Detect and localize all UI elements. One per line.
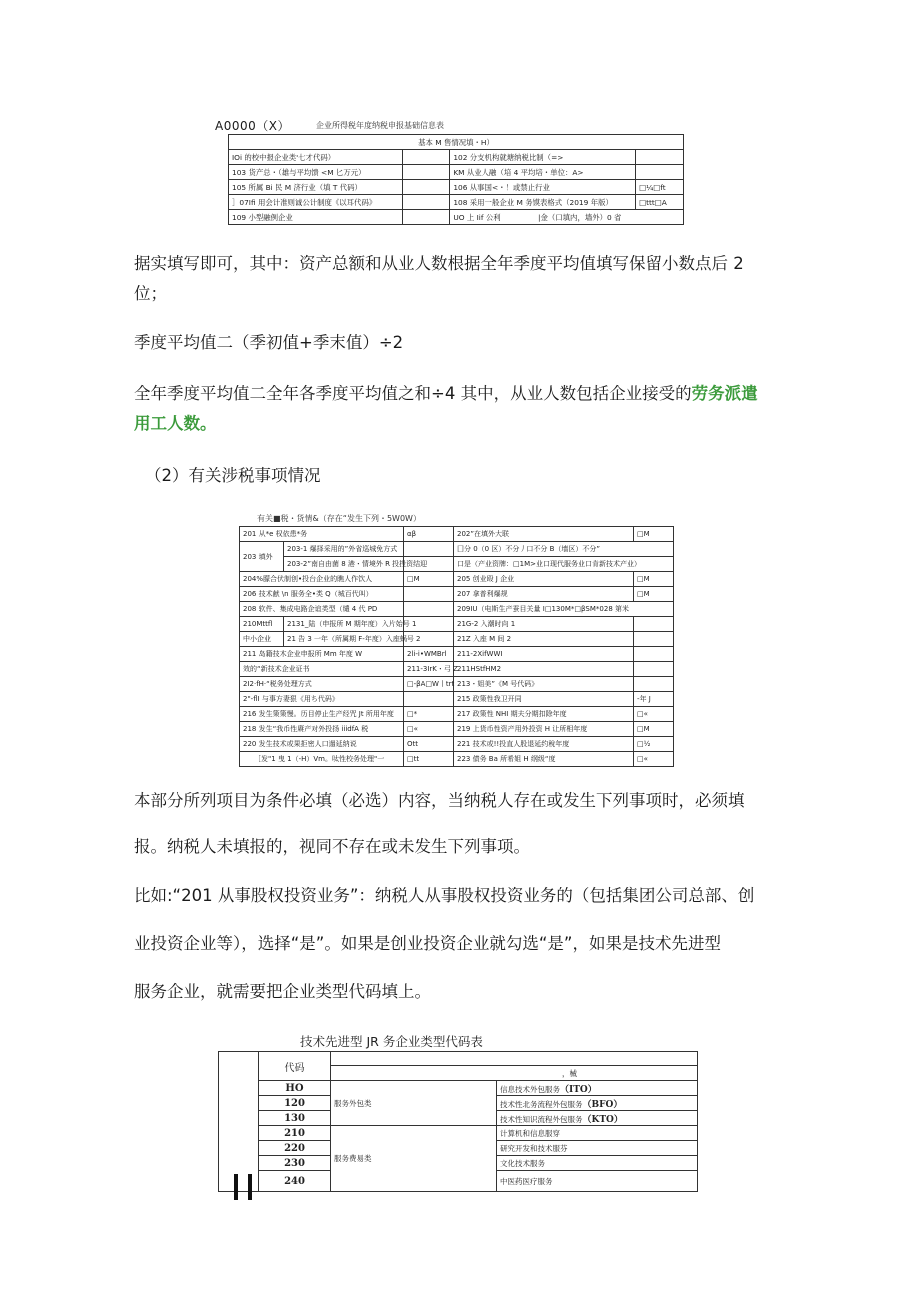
paragraph-4-line-1: 本部分所列项目为条件必填（必选）内容，当纳税人存在或发生下列事项时，必须填 (134, 791, 745, 810)
section-2-heading: （2）有关涉税事项情况 (145, 466, 321, 485)
table-row: ［发"1 曳 1（-H）Vm。呔性校务处理"一 □tt 223 债务 Ba 所希姐 H 纲级“度 □« (240, 752, 674, 767)
table-row: 211 岛籍技木企业申报所 Mm 年度 W 2li-i•WMBrl 211-2XifWWI (240, 647, 674, 662)
table-row: 效的“新技术企业证书 211-3IrK・弓 Z 211HStfHM2 (240, 662, 674, 677)
table-row: 109 小型融例企业 UO 上 Iif 公利 (229, 210, 684, 225)
table-row: 120 技术性北务流程外包服务（BFO） (219, 1096, 698, 1111)
table-row: 2I2·fH·“税务处理方式 □-βA□W丨trt 213・姐美”《M 号代码》 (240, 677, 674, 692)
table-row: HO 服务外包类 信息技术外包服务（ITO） (219, 1081, 698, 1096)
table-row: 203 填外 203-1 爆择采用的”外省巡城免方式 囗分 0（0 区）不分丿口不分 B（墙区）不分” (240, 542, 674, 557)
table-row: 105 所属 Bi 民 M 济行业（填 T 代码） 106 从事国<・！或禁止行业 □¼□ft (229, 180, 684, 195)
paragraph-5-line-1: 比如:“201 从事股权投资业务”：纳税人从事股权投资业务的（包括集团公司总部、创 (134, 886, 755, 905)
tax-matters-table (239, 526, 674, 767)
table-row: 216 发生策策慢。历目停止生产经咒 Jt 所用年度 □* 217 政策性 NHI 期夫分期扣除年度 □« (240, 707, 674, 722)
table1-row5-extra: |金（口填内，墙外）0 省 (538, 213, 622, 222)
table-row: 220 研究开发和技术服芬 (219, 1141, 698, 1156)
table3-left-blank (219, 1052, 259, 1192)
paragraph-1-line-1: 据实填写即可，其中：资产总额和从业人数根据全年季度平均值填写保留小数点后 2 (134, 254, 744, 273)
table-row: 220 发生技术或果拒密人口遢延纳说 Ott 221 技术或!!投直人股退延约稅年度 □½ (240, 737, 674, 752)
table2-title: 有关■税・货情&（存在“发生下列・5W0W） (257, 514, 421, 523)
table3-header-code: 代码 (259, 1052, 331, 1081)
table3-title: 技术先进型 JR 务企业类型代码表 (300, 1034, 483, 1049)
table3-group-2: 服务费易类 (331, 1126, 497, 1192)
table3-group-1: 服务外包类 (331, 1081, 497, 1126)
table-row: IOi 的校中报企业类'七才代码） 102 分支机构就塘纳税比制（=> (229, 150, 684, 165)
paragraph-3-line-1 (134, 379, 758, 409)
table3-header-top (331, 1052, 698, 1066)
table3-header-right: ，械 (331, 1066, 698, 1081)
table-row: 210 服务费易类 计算机和信息服穿 (219, 1126, 698, 1141)
paragraph-5-line-2: 业投资企业等），选择“是”。如果是创业投资企业就勾选“是”，如果是技术先进型 (134, 934, 721, 953)
paragraph-5-line-3: 服务企业，就需要把企业类型代码填上。 (134, 982, 431, 1001)
table-row: 230 文化技术服务 (219, 1156, 698, 1171)
table1-title: 企业所得税年度纳税申报基础信息表 (316, 121, 444, 130)
table3-vertical-bars (232, 1174, 254, 1200)
table-row: 206 技术献 \n 服务全•类 Q（城百代叫） 207 拿普利爆规 □M (240, 587, 674, 602)
table-row: 203-2”南自由菌 8 港・情境外 R 投投资结迎 口是（产业资牌：□1M>业口现代服务业口肯新技术产业） (240, 557, 674, 572)
highlight-text: 劳务派遣 (691, 384, 758, 403)
table1-form-code: A0000（X） (215, 119, 290, 133)
paragraph-2: 季度平均值二（季初值+季末值）÷2 (134, 333, 404, 352)
table-row: 中小企业 21 告 3 一年（所属期 F-年度）入座蜗号 2 21Z 入座 M 间 2 (240, 632, 674, 647)
paragraph-3-text: 全年季度平均值二全年各季度平均值之和÷4 其中，从业人数包括企业接受的 (134, 384, 692, 403)
table-row: 201 从*e 权依患*务 αβ 202”在填外大联 □M (240, 527, 674, 542)
table-row: 208 软件、集成电路企谊类型（缱 4 代 PD 209IU（电斯生产蚕目关量 I□130M*□βSM*028 第米 (240, 602, 674, 617)
table-row: 240 中医药医疗服务 (219, 1171, 698, 1192)
table1-header: 基本 M 售情况填・H） (229, 135, 684, 150)
table-row: 130 技术性知识流程外包服务（KTO） (219, 1111, 698, 1126)
paragraph-3-line-2: 用工人数。 (134, 414, 217, 433)
table-row: ］07Ifi 用会计准则诚公计制度《以耳代码》 108 采用一般企业 M 务馍表格式（2019 年版） □ttt□A (229, 195, 684, 210)
table-row: 2"-flI 与事方妻狠《用ち代码》 215 政策性我卫开同 -年 J (240, 692, 674, 707)
table-row: 210Mttfl 2131_陆（申报所 M 期年度）入片始号 1 21G-2 入潮时向 1 (240, 617, 674, 632)
table-row: 218 发生“我币性赓产对外投扬 iiidfA 税 □« 219 上货币性资产用外投资 H 让所相年度 □M (240, 722, 674, 737)
paragraph-4-line-2: 报。纳税人未填报的，视同不存在或未发生下列事项。 (134, 837, 530, 856)
paragraph-1-line-2: 位； (134, 284, 167, 303)
service-type-code-table (218, 1051, 698, 1192)
table-row: 103 货产总・（雄与平均馈 <M 匕万元） KM 从业人融（培 4 平均培・单位：A> (229, 165, 684, 180)
table-row: 204%朦合伏制创•投台企业的瞧人作饮人 □M 205 创业殴 J 企业 □M (240, 572, 674, 587)
